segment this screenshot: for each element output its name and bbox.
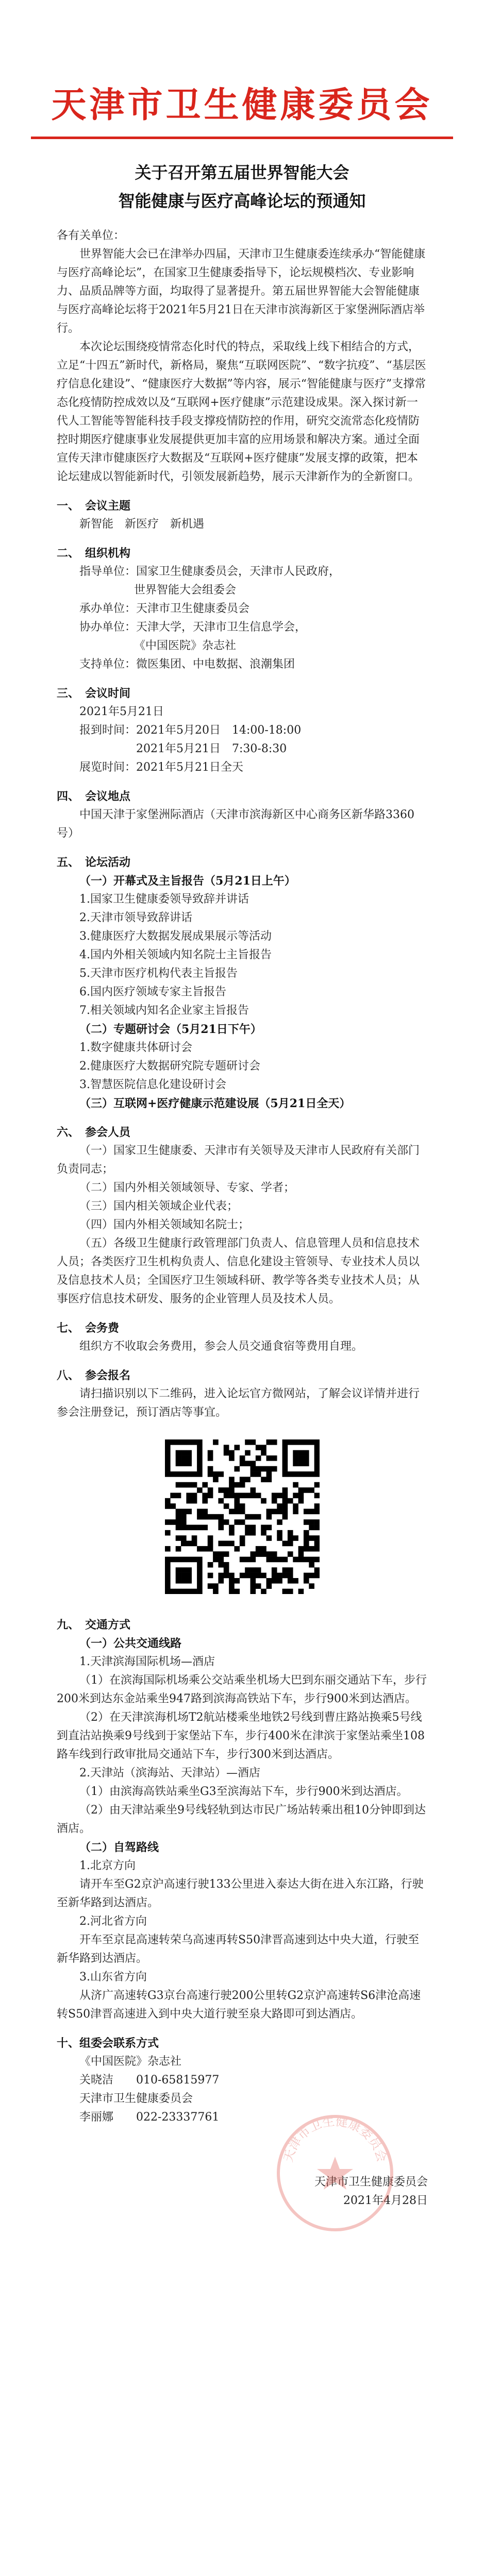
- activity-part-3: （三）互联网+医疗健康示范建设展（5月21日全天）: [79, 1097, 351, 1110]
- section-heading-venue: 四、 会议地点: [57, 790, 131, 803]
- transport-detail: 从济广高速转G3京台高速行驶200公里转G2京沪高速转S6津沧高速转S50津晋高速进入到中央大道行驶至泉大路即可到达酒店。: [57, 1989, 421, 2021]
- transport-detail: （1）由滨海高铁站乘坐G3至滨海站下车，步行900米到达酒店。: [79, 1785, 408, 1798]
- transport-detail: 开车至京昆高速转荣乌高速再转S50津晋高速到达中央大道，行驶至新华路到达酒店。: [57, 1934, 420, 1965]
- section-heading-activities: 五、 论坛活动: [57, 856, 131, 869]
- participant-item: （三）国内相关领域企业代表；: [79, 1200, 239, 1213]
- activity-item: 7.相关领域内知名企业家主旨报告: [79, 1004, 249, 1017]
- section-heading-fee: 七、 会务费: [57, 1321, 120, 1335]
- activity-item: 1.国家卫生健康委领导致辞并讲话: [79, 893, 249, 906]
- meeting-date: 2021年5月21日: [79, 705, 164, 718]
- venue-text: 中国天津于家堡洲际酒店（天津市滨海新区中心商务区新华路3360号）: [57, 808, 414, 840]
- masthead: 天津市卫生健康委员会: [51, 85, 433, 126]
- document-body: [57, 227, 428, 2210]
- host-unit: 承办单位：天津市卫生健康委员会: [79, 602, 250, 615]
- section-heading-transport: 九、 交通方式: [57, 1618, 131, 1632]
- driving-route-beijing: 1.北京方向: [79, 1859, 136, 1872]
- qr-code-container: [57, 1439, 428, 1600]
- registration-time: 报到时间：2021年5月20日 14:00-18:00: [79, 724, 302, 737]
- section-heading-time: 三、 会议时间: [57, 687, 131, 700]
- activity-item: 1.数字健康共体研讨会: [79, 1041, 192, 1054]
- transport-route-station: 2.天津站（滨海站、天津站）—酒店: [79, 1767, 260, 1780]
- signature-org-text: 天津市卫生健康委员会: [314, 2176, 428, 2189]
- guide-unit-2: 世界智能大会组委会: [134, 584, 237, 597]
- contact-org: 天津市卫生健康委员会: [79, 2092, 193, 2105]
- activity-item: 3.智慧医院信息化建设研讨会: [79, 1078, 226, 1091]
- activity-item: 2.健康医疗大数据研究院专题研讨会: [79, 1060, 260, 1073]
- registration-qr-code[interactable]: [165, 1439, 320, 1594]
- section-heading-theme: 一、 会议主题: [57, 499, 131, 513]
- support-unit: 支持单位：微医集团、中电数据、浪潮集团: [79, 658, 295, 671]
- registration-text: 请扫描识别以下二维码，进入论坛官方微网站，了解会议详情并进行参会注册登记，预订酒店等事宜。: [57, 1387, 420, 1419]
- official-seal-icon: [273, 2111, 397, 2235]
- contact-person: 李丽娜 022-23337761: [79, 2111, 220, 2124]
- exhibition-time: 展览时间：2021年5月21日全天: [79, 761, 243, 774]
- fee-text: 组织方不收取会务费用，参会人员交通食宿等费用自理。: [79, 1340, 363, 1353]
- salutation: 各有关单位：: [57, 229, 125, 242]
- co-host-unit-2: 《中国医院》杂志社: [134, 639, 237, 652]
- transport-detail: （2）在天津滨海机场T2航站楼乘坐地铁2号线到曹庄路站换乘5号线到直沽站换乘9号线到于家堡站下车，步行400米在津滨于家堡站乘坐108路车线到行政审批局交通站下车，步行300米到达酒店。: [57, 1711, 425, 1761]
- intro-paragraph-2: 本次论坛围绕疫情常态化时代的特点，采取线上线下相结合的方式，立足“十四五”新时代，新格局，聚焦“互联网医院”、“数字抗疫”、“基层医疗信息化建设”、“健康医疗大数据”等内容，展示“智能健康与医疗”支撑常态化疫情防控成效以及“互联网+医疗健康”示范建设成果。深入探讨新一代人工智能等智能科技手段支撑疫情防控的作用，研究交流常态化疫情防控时期医疗健康事业发展提供更加丰富的应用场景和解决方案。通过全面宣传天津市健康医疗大数据及“互联网+医疗健康”发展支撑的政策，把本论坛建成以智能新时代，引领发展新趋势，展示天津新作为的全新窗口。: [57, 341, 426, 483]
- transport-public: （一）公共交通线路: [79, 1637, 182, 1650]
- transport-driving: （二）自驾路线: [79, 1841, 159, 1854]
- activity-item: 2.天津市领导致辞讲话: [79, 911, 192, 924]
- document-title-line1: 关于召开第五届世界智能大会: [135, 163, 349, 182]
- masthead-divider: [31, 137, 453, 139]
- activity-part-2: （二）专题研讨会（5月21日下午）: [79, 1023, 262, 1036]
- driving-route-shandong: 3.山东省方向: [79, 1971, 147, 1984]
- activity-item: 5.天津市医疗机构代表主旨报告: [79, 967, 238, 980]
- document-title-line2: 智能健康与医疗高峰论坛的预通知: [118, 191, 366, 211]
- driving-route-hebei: 2.河北省方向: [79, 1915, 147, 1928]
- participant-item: （二）国内外相关领域领导、专家、学者；: [79, 1181, 295, 1194]
- participant-item: （五）各级卫生健康行政管理部门负责人、信息管理人员和信息技术人员；各类医疗卫生机构负责人、信息化建设主管领导、专业技术人员以及信息技术人员；全国医疗卫生领域科研、教学等各类专业技术人员；从事医疗信息技术研发、服务的企业管理人员及技术人员。: [57, 1237, 420, 1306]
- co-host-unit: 协办单位：天津大学，天津市卫生信息学会，: [79, 621, 307, 634]
- theme-text: 新智能 新医疗 新机遇: [79, 518, 205, 531]
- transport-detail: （1）在滨海国际机场乘公交站乘坐机场大巴到东丽交通站下车，步行200米到达东金站乘坐947路到滨海高铁站下车，步行900米到达酒店。: [57, 1674, 427, 1705]
- section-heading-organization: 二、 组织机构: [57, 547, 131, 560]
- intro-paragraph-1: 世界智能大会已在津举办四届，天津市卫生健康委连续承办“智能健康与医疗高峰论坛”，在国家卫生健康委指导下，论坛规模档次、专业影响力、品质品牌等方面，均取得了显著提升。第五届世界智能大会智能健康与医疗高峰论坛将于2021年5月21日在天津市滨海新区于家堡洲际酒店举行。: [57, 248, 426, 335]
- activity-part-1: （一）开幕式及主旨报告（5月21日上午）: [79, 874, 296, 888]
- activity-item: 6.国内医疗领域专家主旨报告: [79, 986, 226, 998]
- participant-item: （四）国内外相关领域知名院士；: [79, 1218, 250, 1231]
- guide-unit: 指导单位：国家卫生健康委员会，天津市人民政府，: [79, 565, 341, 578]
- activity-item: 4.国内外相关领域内知名院士主旨报告: [79, 948, 272, 961]
- contact-person: 关晓洁 010-65815977: [79, 2074, 220, 2087]
- section-heading-contact: 十、组委会联系方式: [57, 2037, 159, 2050]
- section-heading-participants: 六、 参会人员: [57, 1126, 131, 1139]
- svg-text:天津市卫生健康委员会: 天津市卫生健康委员会: [280, 2114, 390, 2164]
- signature-date: 2021年4月28日: [343, 2194, 428, 2207]
- transport-route-airport: 1.天津滨海国际机场—酒店: [79, 1655, 215, 1668]
- transport-detail: （2）由天津站乘坐9号线轻轨到达市民广场站转乘出租10分钟即到达酒店。: [57, 1804, 426, 1835]
- participant-item: （一）国家卫生健康委、天津市有关领导及天津市人民政府有关部门负责同志；: [57, 1144, 420, 1176]
- transport-detail: 请开车至G2京沪高速行驶133公里进入泰达大街在进入东江路，行驶至新华路到达酒店。: [57, 1878, 424, 1909]
- activity-item: 3.健康医疗大数据发展成果展示等活动: [79, 930, 272, 943]
- section-heading-registration: 八、 参会报名: [57, 1369, 131, 1382]
- contact-org: 《中国医院》杂志社: [79, 2055, 182, 2068]
- registration-time-2: 2021年5月21日 7:30-8:30: [136, 742, 287, 755]
